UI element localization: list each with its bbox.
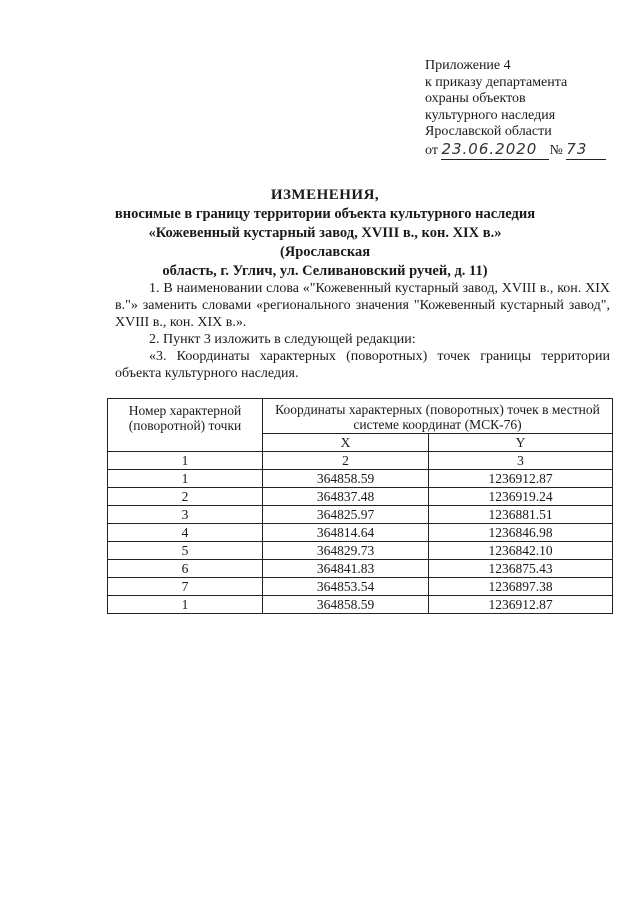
document-body [115, 280, 610, 382]
paragraph-2: 2. Пункт 3 изложить в следующей редакции: [149, 332, 416, 347]
handwritten-date: 23.06.2020 [441, 139, 538, 158]
paragraph-1: 1. В наименовании слова «"Кожевенный кустарный завод, XVIII в., кон. XIX в."» заменить словами «регионального значения "Кожевенный кустарный завод", XVIII в., кон. XIX в.». [115, 281, 610, 330]
coordinates-table [107, 398, 613, 614]
point-cell: 7 [108, 578, 263, 596]
point-cell: 1 [108, 470, 263, 488]
table-row [108, 470, 613, 488]
paragraph-3: «3. Координаты характерных (поворотных) точек границы территории объекта культурного наследия. [115, 349, 610, 381]
x-cell: 364837.48 [263, 488, 429, 506]
index-cell: 2 [263, 452, 429, 470]
point-cell: 2 [108, 488, 263, 506]
x-cell: 364841.83 [263, 560, 429, 578]
point-cell: 6 [108, 560, 263, 578]
point-cell: 5 [108, 542, 263, 560]
y-cell: 1236912.87 [429, 596, 613, 614]
index-cell: 1 [108, 452, 263, 470]
document-title [105, 186, 545, 281]
table-row [108, 488, 613, 506]
y-cell: 1236875.43 [429, 560, 613, 578]
appendix-date-line [425, 141, 625, 161]
col-x-header: X [263, 434, 429, 452]
index-cell: 3 [429, 452, 613, 470]
index-row [108, 452, 613, 470]
x-cell: 364858.59 [263, 596, 429, 614]
appendix-line: культурного наследия [425, 107, 556, 123]
appendix-line: Приложение 4 [425, 58, 511, 73]
number-prefix: № [549, 142, 563, 158]
x-cell: 364825.97 [263, 506, 429, 524]
table-row [108, 596, 613, 614]
table-row [108, 506, 613, 524]
x-cell: 364814.64 [263, 524, 429, 542]
title-line: область, г. Углич, ул. Селивановский ручей, д. 11) [162, 263, 488, 279]
table-row [108, 542, 613, 560]
title-line: вносимые в границу территории объекта культурного наследия [114, 206, 536, 222]
y-cell: 1236919.24 [429, 488, 613, 506]
col-point-header: Номер характерной (поворотной) точки [108, 399, 263, 452]
x-cell: 364829.73 [263, 542, 429, 560]
col-y-header: Y [429, 434, 613, 452]
table-row [108, 560, 613, 578]
title-line: «Кожевенный кустарный завод, XVIII в., кон. XIX в.» (Ярославская [148, 225, 502, 260]
appendix-line: Ярославской области [425, 124, 552, 139]
table-row [108, 524, 613, 542]
date-prefix: от [425, 142, 438, 158]
y-cell: 1236897.38 [429, 578, 613, 596]
y-cell: 1236881.51 [429, 506, 613, 524]
appendix-header [425, 58, 625, 160]
appendix-line: к приказу департамента [425, 74, 568, 90]
col-coords-header: Координаты характерных (поворотных) точек в местной системе координат (МСК-76) [263, 399, 613, 434]
point-cell: 1 [108, 596, 263, 614]
x-cell: 364858.59 [263, 470, 429, 488]
handwritten-number: 73 [566, 139, 588, 158]
title-heading: ИЗМЕНЕНИЯ, [270, 187, 380, 203]
point-cell: 3 [108, 506, 263, 524]
y-cell: 1236842.10 [429, 542, 613, 560]
point-cell: 4 [108, 524, 263, 542]
y-cell: 1236846.98 [429, 524, 613, 542]
appendix-line: охраны объектов [425, 91, 526, 106]
y-cell: 1236912.87 [429, 470, 613, 488]
table-row [108, 578, 613, 596]
x-cell: 364853.54 [263, 578, 429, 596]
